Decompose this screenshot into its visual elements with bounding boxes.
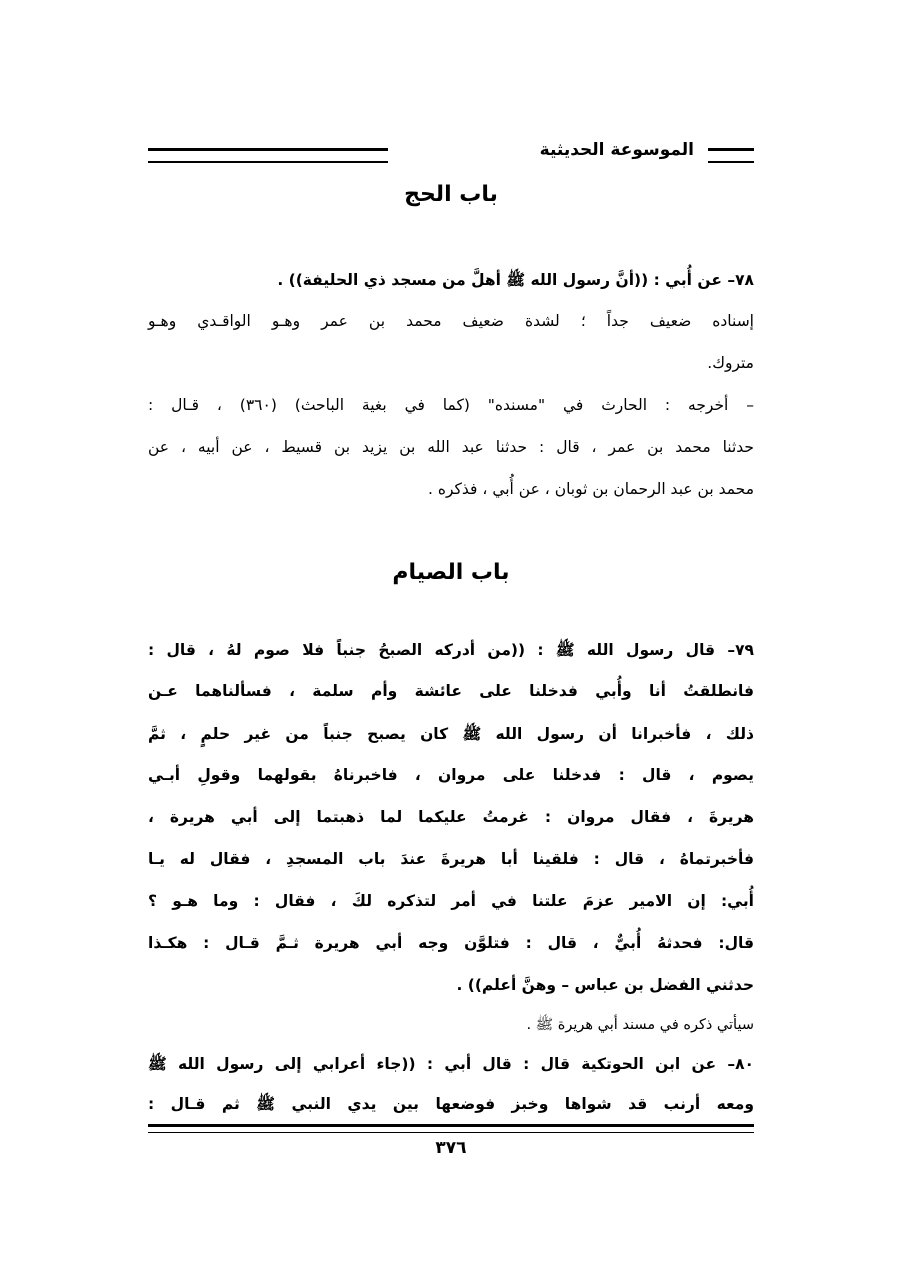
hadith-80-line: ومعه أرنب قد شواها وخبز فوضعها بين يدي النبي ﷺ ثم قـال :: [148, 1095, 754, 1113]
hadith-79-line: يصوم ، قال : فدخلنا على مروان ، فاخبرناهُ بقولهما وقولِ أبـي: [148, 766, 754, 784]
hadith-78-line: ٧٨– عن أُبي : ((أنَّ رسول الله ﷺ أهلَّ من مسجد ذي الحليفة)) .: [277, 271, 754, 289]
hadith-79-line: قال: فحدثهُ أُبيٌّ ، قال : فتلوَّن وجه أبي هريرة ثـمَّ قـال : هكـذا: [148, 934, 754, 952]
takhrij-line: حدثنا محمد بن عمر ، قال : حدثنا عبد الله بن يزيد بن قسيط ، عن أبيه ، عن: [148, 438, 754, 456]
section-title-fasting: باب الصيام: [392, 560, 510, 585]
hadith-80-line: ٨٠– عن ابن الحوتكية قال : قال أبي : ((جاء أعرابي إلى رسول الله ﷺ: [148, 1055, 754, 1073]
running-header: [148, 140, 754, 170]
hadith-79-line: ذلك ، فأخبرانا أن رسول الله ﷺ كان يصبح جنباً من غير حلمٍ ، ثمَّ: [148, 725, 754, 743]
hadith-79-line-end: حدثني الفضل بن عباس – وهنَّ أعلم)) .: [456, 976, 754, 994]
grading-line-end: متروك.: [707, 354, 754, 372]
header-rule-long: [148, 148, 388, 163]
takhrij-line-end: محمد بن عبد الرحمان بن ثوبان ، عن أُبي ، فذكره .: [428, 480, 754, 498]
grading-line: إسناده ضعيف جداً ؛ لشدة ضعيف محمد بن عمر وهـو الواقـدي وهـو: [148, 312, 754, 330]
header-title: الموسوعة الحديثية: [539, 140, 694, 160]
page-number: ٣٧٦: [435, 1138, 467, 1158]
hadith-79-line: فأخبرتماهُ ، قال : فلقينا أبا هريرةَ عندَ باب المسجدِ ، فقال له يـا: [148, 850, 754, 868]
section-title-hajj: باب الحج: [404, 182, 498, 207]
takhrij-line: – أخرجه : الحارث في "مسنده" (كما في بغية الباحث) (٣٦٠) ، قـال :: [148, 396, 754, 414]
hadith-79-line: أُبي: إن الامير عزمَ علتنا في أمر لتذكره لكَ ، فقال : وما هـو ؟: [148, 892, 754, 910]
hadith-79-line: فانطلقتُ أنا وأُبي فدخلنا على عائشة وأم سلمة ، فسألناهما عـن: [148, 682, 754, 700]
hadith-79-line: ٧٩– قال رسول الله ﷺ : ((من أدركه الصبحُ جنباً فلا صوم لهُ ، قال :: [148, 641, 754, 659]
cross-reference-note: سيأتي ذكره في مسند أبي هريرة ﷺ .: [526, 1017, 754, 1033]
hadith-79-line: هريرةَ ، فقال مروان : غرمتُ عليكما لما ذهبتما إلى أبي هريرة ،: [148, 808, 754, 826]
header-rule-short: [708, 148, 754, 163]
footer-rule: [148, 1124, 754, 1133]
